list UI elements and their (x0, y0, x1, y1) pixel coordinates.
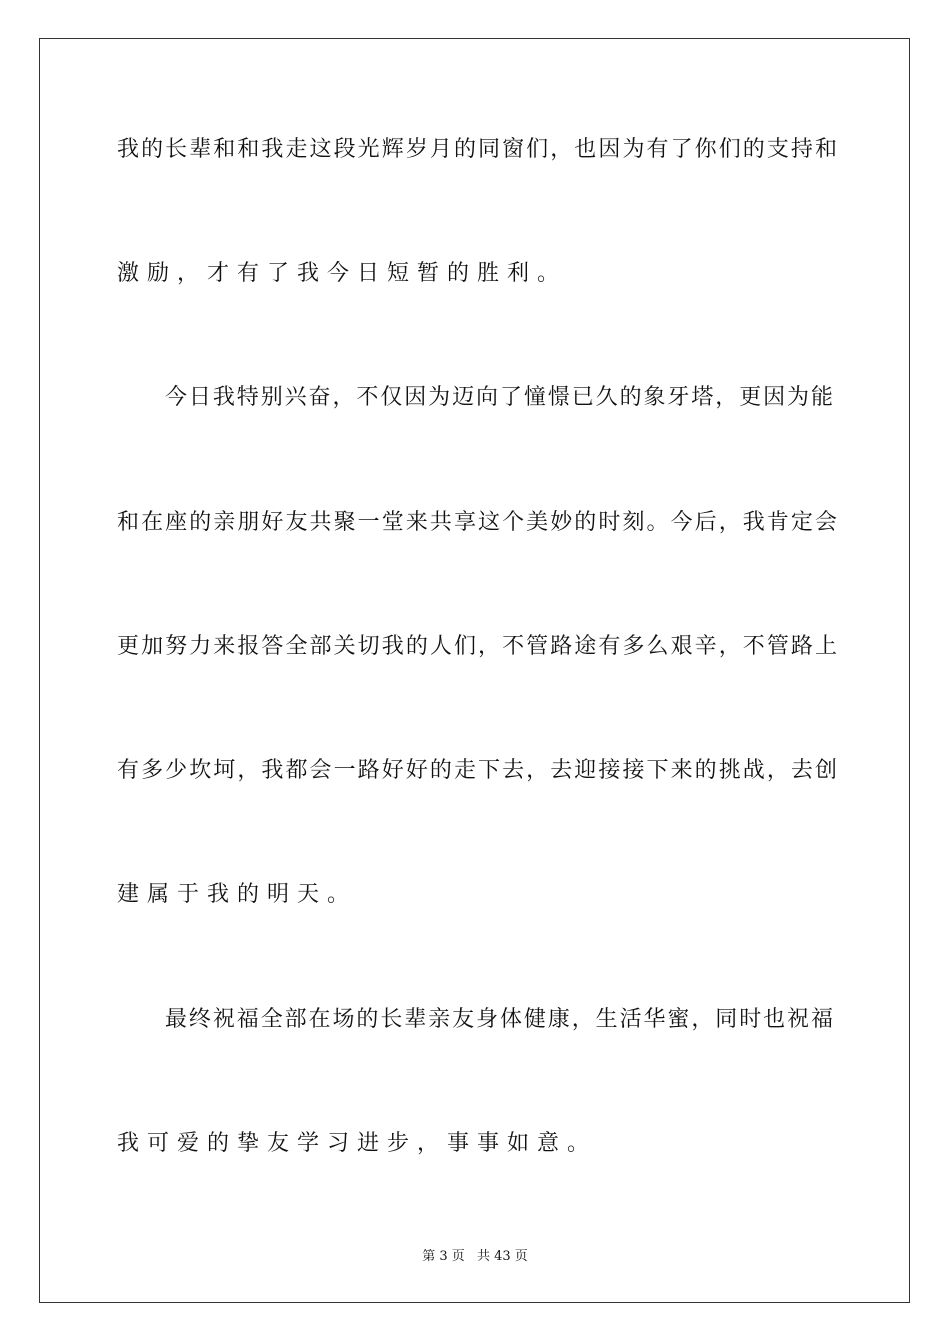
paragraph-line: 激励，才有了我今日短暂的胜利。 (117, 261, 568, 286)
page-total: 共 43 页 (476, 1249, 528, 1264)
paragraph-line: 我的长辈和和我走这段光辉岁月的同窗们，也因为有了你们的支持和 (117, 137, 837, 162)
paragraph-line: 更加努力来报答全部关切我的人们，不管路途有多么艰辛，不管路上 (117, 634, 837, 659)
paragraph-line: 我可爱的挚友学习进步，事事如意。 (117, 1131, 598, 1156)
paragraph-line: 和在座的亲朋好友共聚一堂来共享这个美妙的时刻。今后，我肯定会 (117, 510, 837, 535)
paragraph-line: 有多少坎坷，我都会一路好好的走下去，去迎接接下来的挑战，去创 (117, 758, 837, 783)
page-footer (0, 1245, 950, 1264)
page-number: 第 3 页 (422, 1249, 465, 1264)
paragraph-line: 建属于我的明天。 (117, 882, 358, 907)
paragraph-line: 今日我特别兴奋，不仅因为迈向了憧憬已久的象牙塔，更因为能 (165, 385, 833, 410)
paragraph-line: 最终祝福全部在场的长辈亲友身体健康，生活华蜜，同时也祝福 (165, 1007, 833, 1032)
page-frame (39, 38, 910, 1303)
